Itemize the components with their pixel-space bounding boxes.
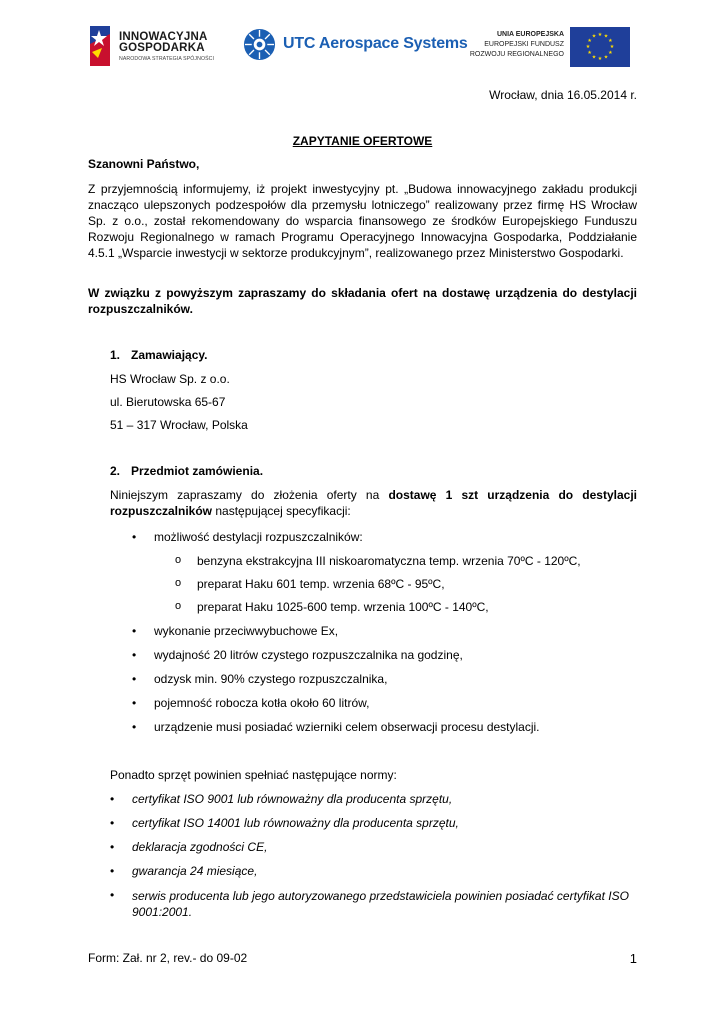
svg-text:★: ★ [587,38,592,44]
svg-text:★: ★ [585,44,591,50]
svg-text:★: ★ [591,33,597,40]
section2-number: 2. [110,464,121,478]
spec-sub-2: preparat Haku 601 temp. wrzenia 68ºC - 95ºC, [197,577,445,591]
circle-bullet-icon: o [175,600,182,612]
norms-intro: Ponadto sprzęt powinien spełniać następujące normy: [110,768,397,782]
bullet-icon: • [110,816,115,830]
svg-text:★: ★ [609,44,615,50]
eu-flag-icon [570,27,630,67]
spec-item-2: wydajność 20 litrów czystego rozpuszczalnika na godzinę, [154,648,463,662]
address-line-1: HS Wrocław Sp. z o.o. [110,372,230,386]
section2-heading [110,464,263,478]
salutation: Szanowni Państwo, [88,157,200,171]
bullet-icon: • [132,624,137,638]
spec-item-3: odzysk min. 90% czystego rozpuszczalnika, [154,672,388,686]
section1-heading [110,348,208,362]
section2-intro-a: Niniejszym zapraszamy do złożenia oferty na [110,488,389,502]
eu-logo-line2: EUROPEJSKI FUNDUSZ [484,41,564,48]
svg-text:★: ★ [603,33,609,40]
page-number: 1 [629,951,637,966]
spec-item-5: urządzenie musi posiadać wzierniki celem obserwacji procesu destylacji. [154,720,540,734]
svg-text:★: ★ [597,32,603,38]
bullet-icon: • [132,720,137,734]
svg-text:★: ★ [587,50,592,56]
footer-form-reference: Form: Zał. nr 2, rev.- do 09-02 [88,951,248,965]
svg-text:★: ★ [597,56,603,62]
section2-intro-b: następującej specyfikacji: [212,504,351,518]
bullet-icon: • [132,696,137,710]
document-title: ZAPYTANIE OFERTOWE [292,134,433,148]
spec-sub-1: benzyna ekstrakcyjna III niskoaromatyczna temp. wrzenia 70ºC - 120ºC, [197,554,581,568]
ig-logo-line2: GOSPODARKA [119,42,205,54]
norm-1: certyfikat ISO 9001 lub równoważny dla producenta sprzętu, [132,792,453,806]
section2-intro [110,487,637,519]
section1-title: Zamawiający. [131,348,208,362]
intro-paragraph: Z przyjemnością informujemy, iż projekt inwestycyjny pt. „Budowa innowacyjnego zakładu produkcji znacząco ulepszonych podzespołów dla przemysłu lotniczego” realizowany przez firmę HS Wrocław Sp. z o.o., został rekomendowany do wsparcia finansowego ze środków Europejskiego Funduszu Rozwoju Regionalnego w ramach Programu Operacyjnego Innowacyjna Gospodarka, Poddziałanie 4.5.1 „Wsparcie inwestycji w sektorze produkcyjnym”, realizowanego przez Ministerstwo Gospodarki. [88,182,637,260]
norm-4: gwarancja 24 miesiące, [132,864,258,878]
spec-sub-3: preparat Haku 1025-600 temp. wrzenia 100ºC - 140ºC, [197,600,489,614]
eu-logo-line1: UNIA EUROPEJSKA [496,31,564,38]
spec-main: możliwość destylacji rozpuszczalników: [154,530,363,544]
svg-text:★: ★ [591,54,597,61]
norm-5: serwis producenta lub jego autoryzowanego przedstawiciela powinien posiadać certyfikat ISO 9001:2001. [132,889,629,919]
section2-title: Przedmiot zamówienia. [131,464,264,478]
eu-logo-line3: ROZWOJU REGIONALNEGO [469,51,564,58]
circle-bullet-icon: o [175,577,182,589]
bullet-icon: • [132,648,137,662]
spec-item-1: wykonanie przeciwwybuchowe Ex, [154,624,339,638]
ig-star-icon [86,24,113,68]
bullet-icon: • [132,672,137,686]
eu-logo [466,27,630,69]
bullet-icon: • [132,530,137,544]
ig-logo-line3: NARODOWA STRATEGIA SPÓJNOŚCI [119,56,215,62]
section2-intro-bold: dostawę 1 szt urządzenia do destylacji rozpuszczalników [110,488,637,518]
norm-3: deklaracja zgodności CE, [132,840,268,854]
bullet-icon: • [110,864,115,878]
bullet-icon: • [110,840,115,854]
invitation-paragraph: W związku z powyższym zapraszamy do składania ofert na dostawę urządzenia do destylacji rozpuszczalników. [88,286,637,316]
utc-logo-text: UTC Aerospace Systems [283,35,468,52]
ig-logo-line1: INNOWACYJNA [119,31,208,43]
utc-turbine-icon [243,28,276,61]
bullet-icon: • [110,888,115,902]
address-line-3: 51 – 317 Wrocław, Polska [110,418,248,432]
svg-text:★: ★ [603,54,609,61]
document-date: Wrocław, dnia 16.05.2014 r. [489,88,637,102]
svg-text:★: ★ [608,50,613,56]
svg-text:★: ★ [608,38,613,44]
address-line-2: ul. Bierutowska 65-67 [110,395,226,409]
innowacyjna-gospodarka-logo [86,24,236,70]
spec-item-4: pojemność robocza kotła około 60 litrów, [154,696,370,710]
circle-bullet-icon: o [175,554,182,566]
norm-2: certyfikat ISO 14001 lub równoważny dla producenta sprzętu, [132,816,459,830]
section1-number: 1. [110,348,121,362]
bullet-icon: • [110,792,115,806]
utc-aerospace-logo [243,27,468,63]
